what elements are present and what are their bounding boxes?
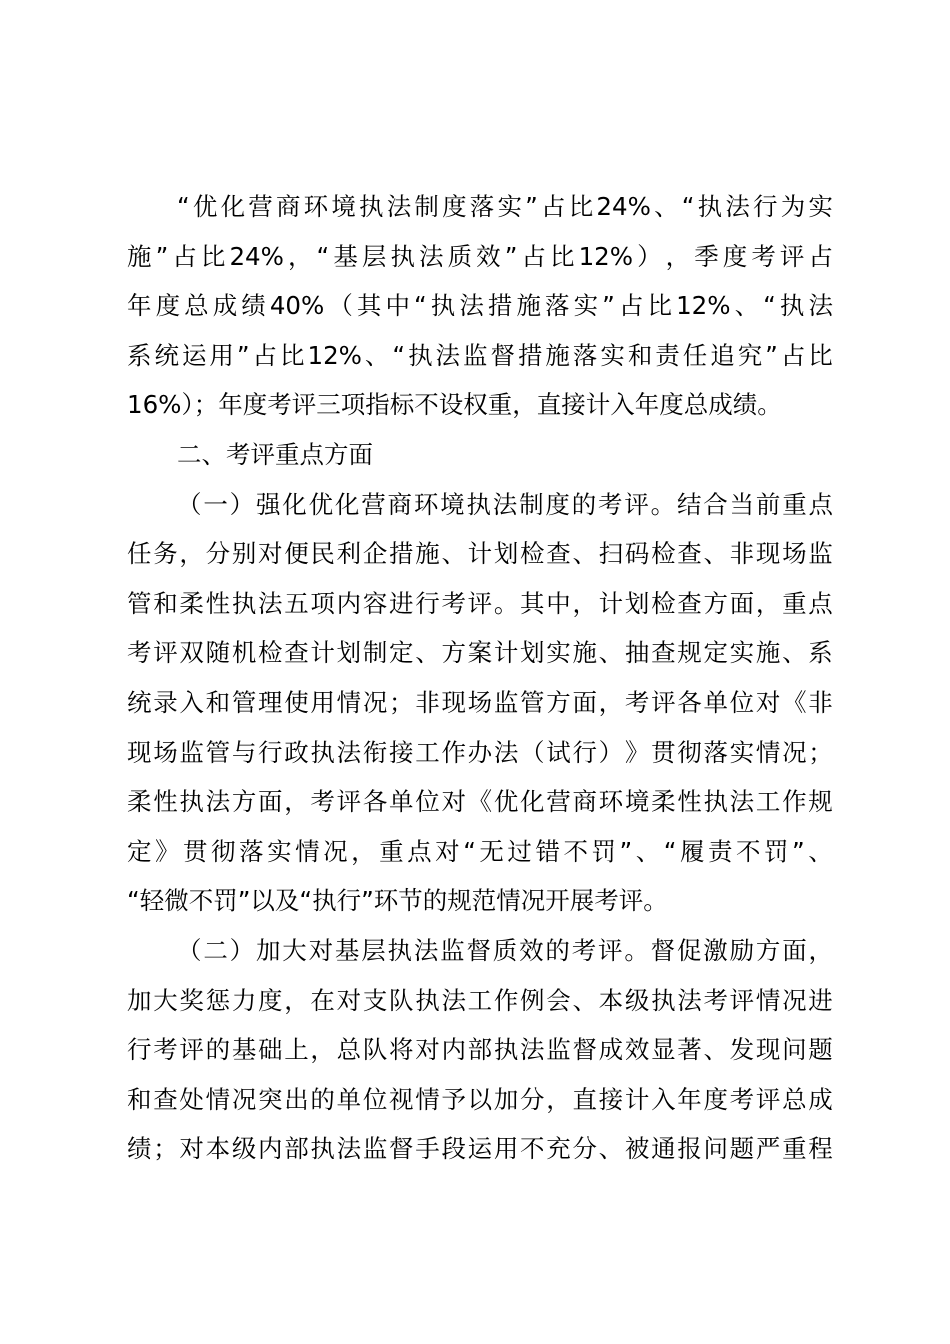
text-line: 施 ” 占 比 24% ， “ 基 层 执 法 质 效 ” 占 比 12% ） ， 季 度 考 评 占 (127, 241, 833, 271)
text-line: 柔 性 执 法 方 面 ， 考 评 各 单 位 对 《 优 化 营 商 环 境 柔 性 执 法 工 作 规 (127, 787, 833, 817)
text-line: 行 考 评 的 基 础 上 ， 总 队 将 对 内 部 执 法 监 督 成 效 显 著 、 发 现 问 题 (127, 1035, 833, 1065)
text-line: 年 度 总 成 绩 40% （ 其 中 “ 执 法 措 施 落 实 ” 占 比 12% 、 “ 执 法 (127, 291, 833, 321)
text-line: （ 二 ） 加 大 对 基 层 执 法 监 督 质 效 的 考 评 。 督 促 激 励 方 面 ， (177, 935, 833, 965)
text-line: 加 大 奖 惩 力 度 ， 在 对 支 队 执 法 工 作 例 会 、 本 级 执 法 考 评 情 况 进 (127, 985, 833, 1015)
text-line: 系 统 运 用 ” 占 比 12% 、 “ 执 法 监 督 措 施 落 实 和 责 任 追 究 ” 占 比 (127, 340, 833, 370)
text-line: 绩 ； 对 本 级 内 部 执 法 监 督 手 段 运 用 不 充 分 、 被 通 报 问 题 严 重 程 (127, 1134, 833, 1164)
text-line: 现 场 监 管 与 行 政 执 法 衔 接 工 作 办 法 （ 试 行 ） 》 贯 彻 落 实 情 况 ； (127, 737, 833, 767)
text-line: 统 录 入 和 管 理 使 用 情 况 ； 非 现 场 监 管 方 面 ， 考 评 各 单 位 对 《 非 (127, 687, 833, 717)
text-line: “ 优 化 营 商 环 境 执 法 制 度 落 实 ” 占 比 24% 、 “ 执 法 行 为 实 (177, 192, 833, 221)
text-line: 任 务 ， 分 别 对 便 民 利 企 措 施 、 计 划 检 查 、 扫 码 检 查 、 非 现 场 监 (127, 539, 833, 569)
text-line: 考 评 双 随 机 检 查 计 划 制 定 、 方 案 计 划 实 施 、 抽 查 规 定 实 施 、 系 (127, 638, 833, 668)
body-text (127, 182, 833, 1174)
text-line: （ 一 ） 强 化 优 化 营 商 环 境 执 法 制 度 的 考 评 。 结 合 当 前 重 点 (177, 489, 833, 519)
text-line: “轻微不罚”以及“执行”环节的规范情况开展考评。 (127, 886, 668, 916)
text-line: 管 和 柔 性 执 法 五 项 内 容 进 行 考 评 。 其 中 ， 计 划 检 查 方 面 ， 重 点 (127, 588, 833, 618)
text-line: 16%）；年度考评三项指标不设权重，直接计入年度总成绩。 (127, 390, 782, 420)
text-line: 和 查 处 情 况 突 出 的 单 位 视 情 予 以 加 分 ， 直 接 计 入 年 度 考 评 总 成 (127, 1084, 833, 1114)
text-line: 二、考评重点方面 (177, 439, 373, 469)
text-line: 定 》 贯 彻 落 实 情 况 ， 重 点 对 “ 无 过 错 不 罚 ” 、 “ 履 责 不 罚 ” 、 (127, 836, 833, 866)
